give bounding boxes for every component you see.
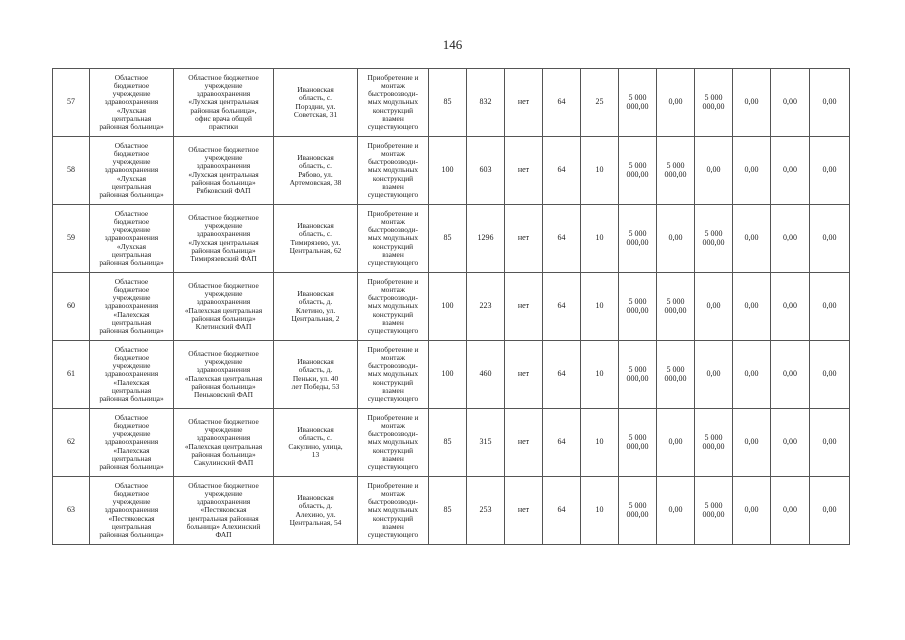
work-type-cell: Приобретение и монтаж быстровозводи- мых модульных конструкций взамен существующего bbox=[358, 341, 429, 409]
amount-cell-2023: 0,00 bbox=[771, 273, 810, 341]
value-cell-2: 460 bbox=[467, 341, 505, 409]
value-cell-1: 100 bbox=[429, 273, 467, 341]
object-cell: Областное бюджетное учреждение здравоохранения «Палехская центральная районная больница» Сакулинский ФАП bbox=[174, 409, 274, 477]
address-cell: Ивановская область, д. Клетино, ул. Центральная, 2 bbox=[274, 273, 358, 341]
amount-cell-2021: 0,00 bbox=[695, 137, 733, 205]
amount-cell-2022: 0,00 bbox=[733, 409, 771, 477]
table-row bbox=[53, 409, 850, 477]
amount-cell-2021: 5 000 000,00 bbox=[695, 477, 733, 545]
value-cell-3: нет bbox=[505, 205, 543, 273]
amount-cell-2024: 0,00 bbox=[810, 341, 850, 409]
table-row bbox=[53, 477, 850, 545]
value-cell-4: 64 bbox=[543, 69, 581, 137]
amount-cell-2021: 5 000 000,00 bbox=[695, 69, 733, 137]
amount-cell-2023: 0,00 bbox=[771, 205, 810, 273]
work-type-cell: Приобретение и монтаж быстровозводи- мых модульных конструкций взамен существующего bbox=[358, 477, 429, 545]
amount-cell-2022: 0,00 bbox=[733, 477, 771, 545]
value-cell-1: 85 bbox=[429, 409, 467, 477]
table-row bbox=[53, 137, 850, 205]
amount-cell-2022: 0,00 bbox=[733, 69, 771, 137]
table-row bbox=[53, 69, 850, 137]
object-cell: Областное бюджетное учреждение здравоохранения «Палехская центральная районная больница» Пеньковский ФАП bbox=[174, 341, 274, 409]
amount-cell-2022: 0,00 bbox=[733, 273, 771, 341]
work-type-cell: Приобретение и монтаж быстровозводи- мых модульных конструкций взамен существующего bbox=[358, 409, 429, 477]
value-cell-2: 315 bbox=[467, 409, 505, 477]
amount-cell-total: 5 000 000,00 bbox=[619, 341, 657, 409]
amount-cell-2021: 0,00 bbox=[695, 273, 733, 341]
work-type-cell: Приобретение и монтаж быстровозводи- мых модульных конструкций взамен существующего bbox=[358, 69, 429, 137]
amount-cell-2021: 0,00 bbox=[695, 341, 733, 409]
row-number: 59 bbox=[53, 205, 90, 273]
amount-cell-2023: 0,00 bbox=[771, 341, 810, 409]
object-cell: Областное бюджетное учреждение здравоохранения «Лухская центральная районная больница», офис врача общей практики bbox=[174, 69, 274, 137]
object-cell: Областное бюджетное учреждение здравоохранения «Лухская центральная районная больница» Тимирязевский ФАП bbox=[174, 205, 274, 273]
address-cell: Ивановская область, д. Пеньки, ул. 40 лет Победы, 53 bbox=[274, 341, 358, 409]
amount-cell-2020: 0,00 bbox=[657, 69, 695, 137]
value-cell-3: нет bbox=[505, 409, 543, 477]
value-cell-1: 100 bbox=[429, 341, 467, 409]
value-cell-2: 253 bbox=[467, 477, 505, 545]
customer-cell: Областное бюджетное учреждение здравоохранения «Палехская центральная районная больница» bbox=[90, 273, 174, 341]
row-number: 57 bbox=[53, 69, 90, 137]
table-row bbox=[53, 341, 850, 409]
amount-cell-2024: 0,00 bbox=[810, 409, 850, 477]
value-cell-2: 603 bbox=[467, 137, 505, 205]
row-number: 61 bbox=[53, 341, 90, 409]
amount-cell-2021: 5 000 000,00 bbox=[695, 409, 733, 477]
value-cell-4: 64 bbox=[543, 205, 581, 273]
customer-cell: Областное бюджетное учреждение здравоохранения «Пестяковская центральная районная больница» bbox=[90, 477, 174, 545]
address-cell: Ивановская область, с. Сакулино, улица, 13 bbox=[274, 409, 358, 477]
address-cell: Ивановская область, д. Алехино, ул. Центральная, 54 bbox=[274, 477, 358, 545]
value-cell-4: 64 bbox=[543, 137, 581, 205]
amount-cell-2022: 0,00 bbox=[733, 137, 771, 205]
amount-cell-2023: 0,00 bbox=[771, 69, 810, 137]
customer-cell: Областное бюджетное учреждение здравоохранения «Лухская центральная районная больница» bbox=[90, 205, 174, 273]
amount-cell-2020: 0,00 bbox=[657, 409, 695, 477]
work-type-cell: Приобретение и монтаж быстровозводи- мых модульных конструкций взамен существующего bbox=[358, 205, 429, 273]
value-cell-5: 10 bbox=[581, 477, 619, 545]
amount-cell-total: 5 000 000,00 bbox=[619, 137, 657, 205]
address-cell: Ивановская область, с. Порздни, ул. Советская, 31 bbox=[274, 69, 358, 137]
amount-cell-2023: 0,00 bbox=[771, 477, 810, 545]
amount-cell-total: 5 000 000,00 bbox=[619, 205, 657, 273]
work-type-cell: Приобретение и монтаж быстровозводи- мых модульных конструкций взамен существующего bbox=[358, 273, 429, 341]
value-cell-5: 25 bbox=[581, 69, 619, 137]
amount-cell-total: 5 000 000,00 bbox=[619, 69, 657, 137]
value-cell-2: 223 bbox=[467, 273, 505, 341]
value-cell-3: нет bbox=[505, 477, 543, 545]
object-cell: Областное бюджетное учреждение здравоохранения «Пестяковская центральная районная больница» Алехинский ФАП bbox=[174, 477, 274, 545]
value-cell-4: 64 bbox=[543, 273, 581, 341]
amount-cell-2022: 0,00 bbox=[733, 205, 771, 273]
amount-cell-2020: 0,00 bbox=[657, 477, 695, 545]
amount-cell-2020: 5 000 000,00 bbox=[657, 137, 695, 205]
amount-cell-2023: 0,00 bbox=[771, 409, 810, 477]
customer-cell: Областное бюджетное учреждение здравоохранения «Лухская центральная районная больница» bbox=[90, 137, 174, 205]
object-cell: Областное бюджетное учреждение здравоохранения «Палехская центральная районная больница» Клетинский ФАП bbox=[174, 273, 274, 341]
value-cell-5: 10 bbox=[581, 205, 619, 273]
data-table bbox=[52, 68, 850, 545]
customer-cell: Областное бюджетное учреждение здравоохранения «Палехская центральная районная больница» bbox=[90, 341, 174, 409]
row-number: 63 bbox=[53, 477, 90, 545]
value-cell-2: 1296 bbox=[467, 205, 505, 273]
customer-cell: Областное бюджетное учреждение здравоохранения «Палехская центральная районная больница» bbox=[90, 409, 174, 477]
work-type-cell: Приобретение и монтаж быстровозводи- мых модульных конструкций взамен существующего bbox=[358, 137, 429, 205]
value-cell-5: 10 bbox=[581, 137, 619, 205]
amount-cell-2024: 0,00 bbox=[810, 137, 850, 205]
value-cell-1: 85 bbox=[429, 477, 467, 545]
address-cell: Ивановская область, с. Тимирязево, ул. Центральная, 62 bbox=[274, 205, 358, 273]
amount-cell-2023: 0,00 bbox=[771, 137, 810, 205]
row-number: 62 bbox=[53, 409, 90, 477]
amount-cell-2024: 0,00 bbox=[810, 273, 850, 341]
address-cell: Ивановская область, с. Рябово, ул. Артемовская, 38 bbox=[274, 137, 358, 205]
amount-cell-2020: 5 000 000,00 bbox=[657, 341, 695, 409]
table-row bbox=[53, 205, 850, 273]
amount-cell-total: 5 000 000,00 bbox=[619, 409, 657, 477]
amount-cell-2020: 5 000 000,00 bbox=[657, 273, 695, 341]
row-number: 60 bbox=[53, 273, 90, 341]
value-cell-1: 85 bbox=[429, 205, 467, 273]
value-cell-2: 832 bbox=[467, 69, 505, 137]
amount-cell-2024: 0,00 bbox=[810, 477, 850, 545]
value-cell-5: 10 bbox=[581, 409, 619, 477]
amount-cell-2024: 0,00 bbox=[810, 69, 850, 137]
object-cell: Областное бюджетное учреждение здравоохранения «Лухская центральная районная больница» Рябковский ФАП bbox=[174, 137, 274, 205]
table-row bbox=[53, 273, 850, 341]
value-cell-4: 64 bbox=[543, 341, 581, 409]
value-cell-1: 100 bbox=[429, 137, 467, 205]
amount-cell-2021: 5 000 000,00 bbox=[695, 205, 733, 273]
amount-cell-total: 5 000 000,00 bbox=[619, 273, 657, 341]
value-cell-4: 64 bbox=[543, 409, 581, 477]
page-number: 146 bbox=[442, 37, 463, 52]
value-cell-3: нет bbox=[505, 341, 543, 409]
value-cell-3: нет bbox=[505, 137, 543, 205]
value-cell-1: 85 bbox=[429, 69, 467, 137]
value-cell-5: 10 bbox=[581, 273, 619, 341]
value-cell-3: нет bbox=[505, 69, 543, 137]
amount-cell-total: 5 000 000,00 bbox=[619, 477, 657, 545]
row-number: 58 bbox=[53, 137, 90, 205]
value-cell-3: нет bbox=[505, 273, 543, 341]
amount-cell-2024: 0,00 bbox=[810, 205, 850, 273]
value-cell-4: 64 bbox=[543, 477, 581, 545]
customer-cell: Областное бюджетное учреждение здравоохранения «Лухская центральная районная больница» bbox=[90, 69, 174, 137]
amount-cell-2022: 0,00 bbox=[733, 341, 771, 409]
value-cell-5: 10 bbox=[581, 341, 619, 409]
amount-cell-2020: 0,00 bbox=[657, 205, 695, 273]
